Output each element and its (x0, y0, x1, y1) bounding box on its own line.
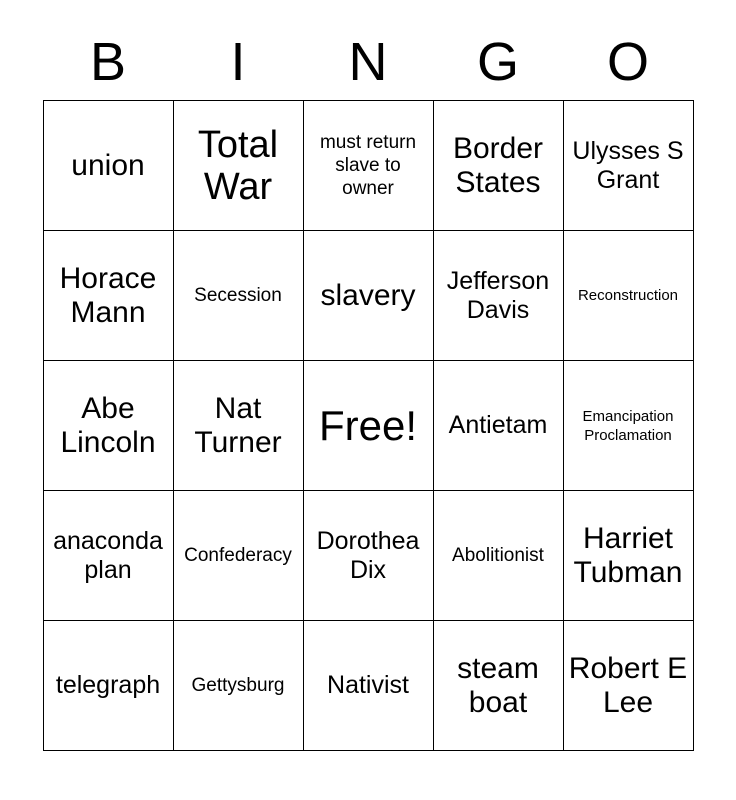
header-letter-o: O (606, 32, 649, 92)
bingo-cell[interactable]: Emancipation Proclamation (563, 361, 693, 491)
bingo-header (43, 0, 693, 92)
bingo-cell[interactable]: slavery (303, 231, 433, 361)
header-letter-n: N (348, 32, 388, 92)
bingo-cell[interactable]: Antietam (433, 361, 563, 491)
bingo-cell[interactable]: must return slave to owner (303, 101, 433, 231)
bingo-row (43, 101, 693, 231)
bingo-cell[interactable]: Gettysburg (173, 621, 303, 751)
bingo-cell[interactable]: Secession (173, 231, 303, 361)
bingo-cell[interactable]: union (43, 101, 173, 231)
header-letter-b: B (89, 32, 127, 92)
bingo-cell[interactable]: steam boat (433, 621, 563, 751)
bingo-cell[interactable]: Border States (433, 101, 563, 231)
bingo-cell[interactable]: Total War (173, 101, 303, 231)
bingo-cell[interactable]: Reconstruction (563, 231, 693, 361)
bingo-row (43, 621, 693, 751)
bingo-cell[interactable]: telegraph (43, 621, 173, 751)
bingo-cell[interactable]: Robert E Lee (563, 621, 693, 751)
header-letter-g: G (476, 32, 519, 92)
bingo-row (43, 231, 693, 361)
bingo-cell[interactable]: Horace Mann (43, 231, 173, 361)
bingo-cell[interactable]: Confederacy (173, 491, 303, 621)
bingo-cell[interactable]: Ulysses S Grant (563, 101, 693, 231)
bingo-cell[interactable]: Dorothea Dix (303, 491, 433, 621)
bingo-row (43, 361, 693, 491)
bingo-grid (43, 100, 694, 751)
bingo-cell[interactable]: Abe Lincoln (43, 361, 173, 491)
header-letter-i: I (230, 32, 246, 92)
bingo-cell[interactable]: Harriet Tubman (563, 491, 693, 621)
bingo-cell[interactable]: Nativist (303, 621, 433, 751)
bingo-cell[interactable]: Abolitionist (433, 491, 563, 621)
bingo-cell[interactable]: Jefferson Davis (433, 231, 563, 361)
bingo-row (43, 491, 693, 621)
bingo-cell-free[interactable]: Free! (303, 361, 433, 491)
bingo-cell[interactable]: Nat Turner (173, 361, 303, 491)
bingo-cell[interactable]: anaconda plan (43, 491, 173, 621)
